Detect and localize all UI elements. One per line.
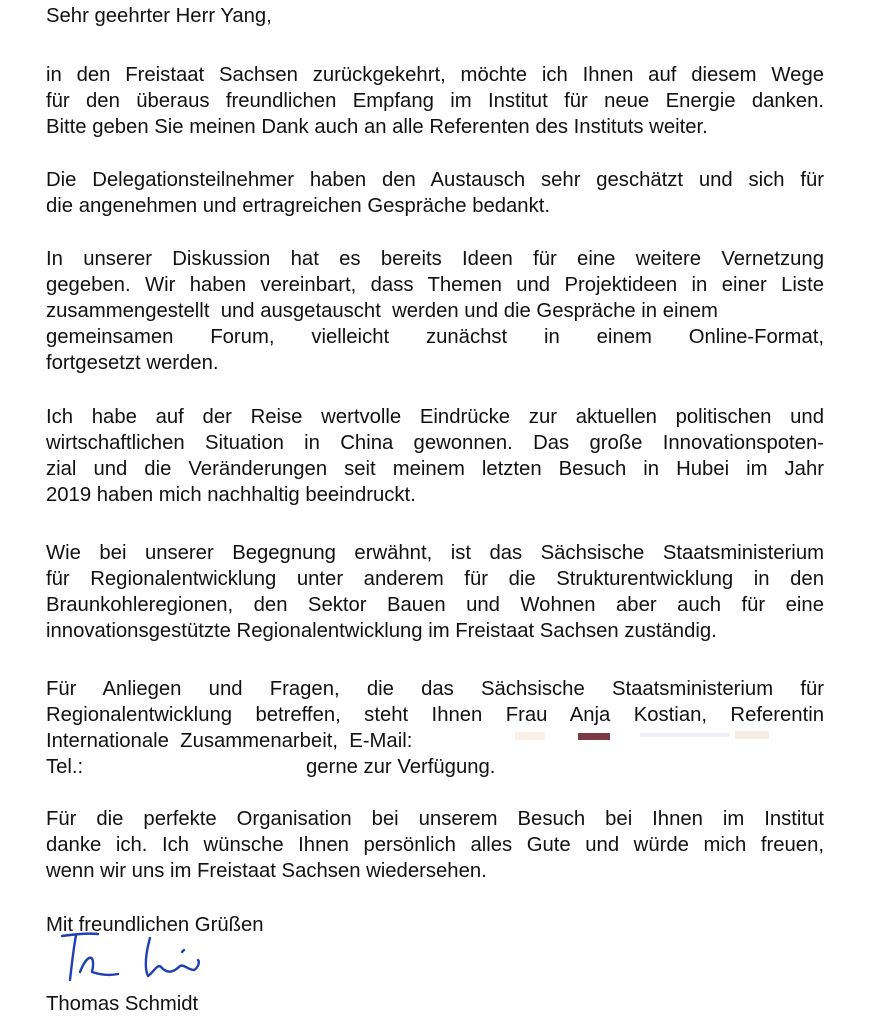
paragraph-3-line: In unserer Diskussion hat es bereits Ideen für eine weitere Vernetzung — [46, 248, 824, 270]
paragraph-6-line: Regionalentwicklung betreffen, steht Ihnen Frau Anja Kostian, Referentin — [46, 704, 824, 726]
paragraph-4-line: Ich habe auf der Reise wertvolle Eindrücke zur aktuellen politischen und — [46, 406, 824, 428]
handwritten-signature — [58, 932, 228, 988]
paragraph-5-line: Wie bei unserer Begegnung erwähnt, ist das Sächsische Staatsministerium — [46, 542, 824, 564]
paragraph-7-line: wenn wir uns im Freistaat Sachsen wiedersehen. — [46, 860, 487, 882]
paragraph-1-line: in den Freistaat Sachsen zurückgekehrt, möchte ich Ihnen auf diesem Wege — [46, 64, 824, 86]
paragraph-6-line-end: gerne zur Verfügung. — [306, 756, 496, 778]
paragraph-2-line: die angenehmen und ertragreichen Gespräche bedankt. — [46, 195, 551, 217]
salutation: Sehr geehrter Herr Yang, — [46, 5, 272, 27]
paragraph-6-line: Internationale Zusammenarbeit, E-Mail: — [46, 730, 413, 752]
paragraph-1-line: für den überaus freundlichen Empfang im Institut für neue Energie danken. — [46, 90, 824, 112]
paragraph-4-line: 2019 haben mich nachhaltig beeindruckt. — [46, 484, 416, 506]
paragraph-1-line: Bitte geben Sie meinen Dank auch an alle Referenten des Instituts weiter. — [46, 116, 708, 138]
paragraph-5-line: Braunkohleregionen, den Sektor Bauen und Wohnen aber auch für eine — [46, 594, 824, 616]
redaction-mark — [735, 731, 769, 739]
paragraph-3-line: zusammengestellt und ausgetauscht werden und die Gespräche in einem — [46, 300, 718, 322]
closing: Mit freundlichen Grüßen — [46, 914, 264, 936]
redaction-mark — [515, 732, 545, 740]
paragraph-7-line: danke ich. Ich wünsche Ihnen persönlich alles Gute und würde mich freuen, — [46, 834, 824, 856]
paragraph-5-line: innovationsgestützte Regionalentwicklung im Freistaat Sachsen zuständig. — [46, 620, 717, 642]
paragraph-5-line: für Regionalentwicklung unter anderem für die Strukturentwicklung in den — [46, 568, 824, 590]
redaction-mark — [578, 733, 610, 740]
paragraph-4-line: zial und die Veränderungen seit meinem letzten Besuch in Hubei im Jahr — [46, 458, 824, 480]
tel-label: Tel.: — [46, 756, 84, 778]
paragraph-3-line: gemeinsamen Forum, vielleicht zunächst in einem Online-Format, — [46, 326, 824, 348]
paragraph-2-line: Die Delegationsteilnehmer haben den Austausch sehr geschätzt und sich für — [46, 169, 824, 191]
paragraph-3-line: gegeben. Wir haben vereinbart, dass Themen und Projektideen in einer Liste — [46, 274, 824, 296]
redaction-mark — [640, 733, 730, 737]
paragraph-3-line: fortgesetzt werden. — [46, 352, 219, 374]
paragraph-4-line: wirtschaftlichen Situation in China gewonnen. Das große Innovationspoten- — [46, 432, 824, 454]
paragraph-6-line: Für Anliegen und Fragen, die das Sächsische Staatsministerium für — [46, 678, 824, 700]
signer-name: Thomas Schmidt — [46, 993, 199, 1015]
paragraph-7-line: Für die perfekte Organisation bei unserem Besuch bei Ihnen im Institut — [46, 808, 824, 830]
